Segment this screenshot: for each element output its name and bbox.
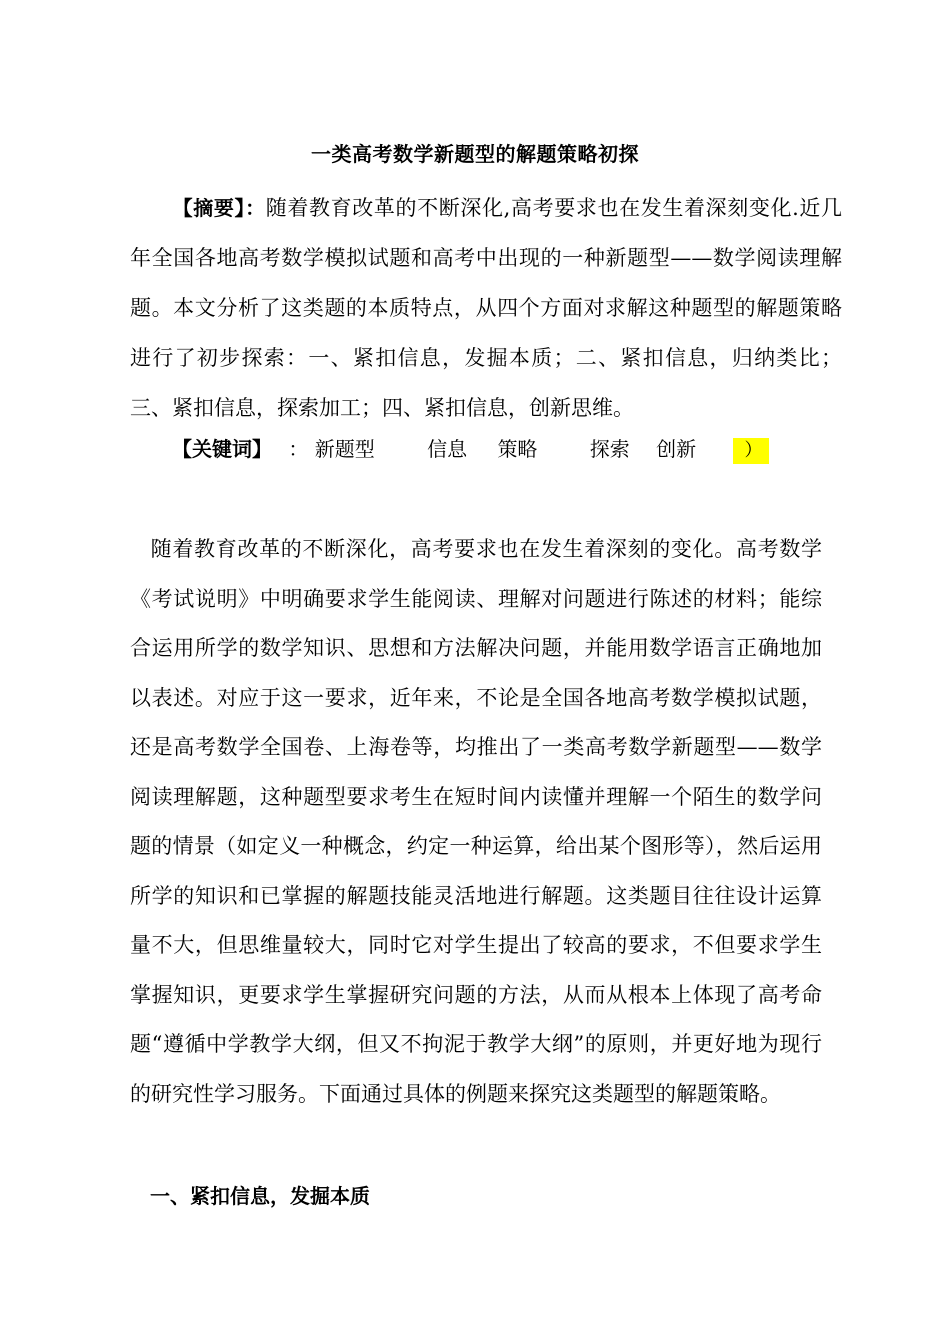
keyword-item: 创新 [656,437,697,461]
keywords-separator: ： [288,437,309,461]
keyword-item: 探索 [589,437,630,461]
abstract-label: 【摘要】： [172,196,266,220]
abstract-paragraph [130,183,842,433]
keyword-item: 策略 [497,437,538,461]
body-text: 随着教育改革的不断深化，高考要求也在发生着深刻的变化。高考数学《考试说明》中明确要求学生能阅读、理解对问题进行陈述的材料；能综合运用所学的数学知识、思想和方法解决问题，并能用数学语言正确地加以表述。对应于这一要求，近年来，不论是全国各地高考数学模拟试题，还是高考数学全国卷、上海卷等，均推出了一类高考数学新题型——数学阅读理解题，这种题型要求考生在短时间内读懂并理解一个陌生的数学问题的情景（如定义一种概念，约定一种运算，给出某个图形等），然后运用所学的知识和已掌握的解题技能灵活地进行解题。这类题目往往设计运算量不大，但思维量较大，同时它对学生提出了较高的要求，不但要求学生掌握知识，更要求学生掌握研究问题的方法，从而从根本上体现了高考命题“遵循中学教学大纲，但又不拘泥于教学大纲”的原则，并更好地为现行的研究性学习服务。下面通过具体的例题来探究这类题型的解题策略。 [130,537,822,1106]
keywords-label: 【关键词】 [172,437,272,461]
keywords-line [172,434,769,464]
section-heading: 一、紧扣信息，发掘本质 [150,1184,370,1208]
document-title: 一类高考数学新题型的解题策略初探 [311,142,639,166]
highlight-mark: ） [733,438,769,464]
body-paragraph [130,525,822,1119]
keyword-item: 新题型 [314,437,375,461]
abstract-text: 随着教育改革的不断深化,高考要求也在发生着深刻变化.近几年全国各地高考数学模拟试题和高考中出现的一种新题型——数学阅读理解题。本文分析了这类题的本质特点，从四个方面对求解这种题型的解题策略进行了初步探索：一、紧扣信息，发掘本质；二、紧扣信息，归纳类比；三、紧扣信息，探索加工；四、紧扣信息，创新思维。 [130,196,843,420]
keyword-item: 信息 [427,437,468,461]
